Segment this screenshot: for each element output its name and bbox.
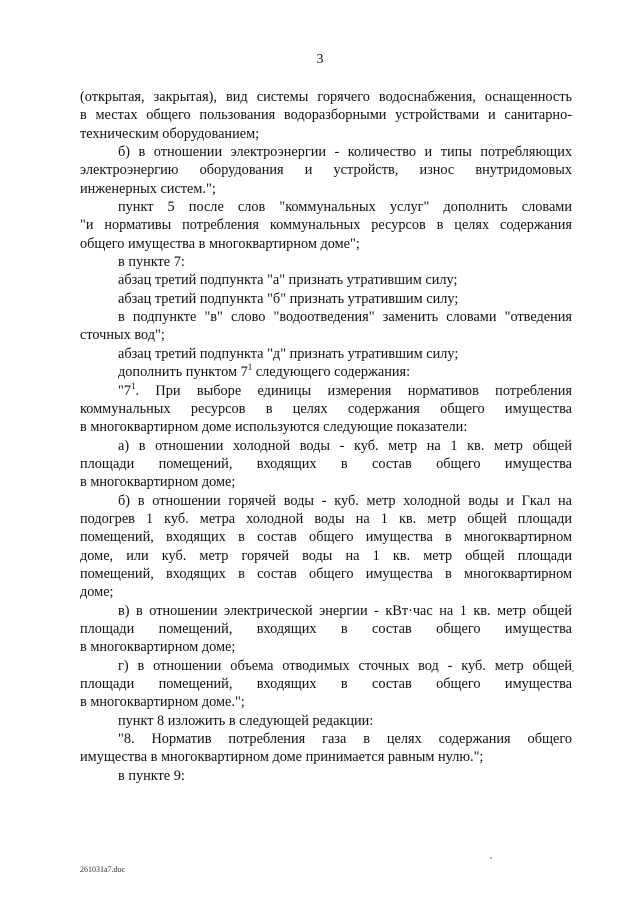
text-line-content: инженерных систем.";	[80, 180, 216, 197]
text-line	[80, 180, 572, 198]
text-line-content: в многоквартирном доме.";	[80, 694, 245, 711]
text-line	[80, 583, 572, 601]
text-line	[80, 748, 572, 766]
text-line	[80, 216, 572, 234]
text-line	[80, 620, 572, 638]
text-line-content: в пункте 9:	[118, 767, 185, 784]
text-line-content: помещений, входящих в состав общего имущества в многоквартирном	[80, 565, 572, 582]
text-line-content: электроэнергию оборудования и устройств, износ внутридомовых	[80, 162, 572, 179]
superscript-index: 1	[247, 362, 253, 373]
text-line	[80, 290, 572, 308]
text-line-content: помещений, входящих в состав общего имущества в многоквартирном	[80, 529, 572, 546]
text-line	[80, 712, 572, 730]
text-line	[80, 455, 572, 473]
text-line-content: коммунальных ресурсов в целях содержания общего имущества	[80, 400, 572, 417]
text-line	[80, 767, 572, 785]
text-line-content: в местах общего пользования водоразборными устройствами и санитарно-	[80, 107, 572, 124]
text-line-content: площади помещений, входящих в состав общего имущества	[80, 455, 572, 472]
text-line	[80, 657, 572, 675]
text-line-content: пункт 5 после слов "коммунальных услуг" дополнить словами	[118, 199, 572, 216]
text-line	[80, 125, 572, 143]
text-line	[80, 675, 572, 693]
text-line-content: дополнить пунктом 7	[118, 364, 248, 381]
text-line-content: доме;	[80, 584, 114, 601]
text-line-content: абзац третий подпункта "д" признать утратившим силу;	[118, 345, 459, 362]
text-line	[80, 198, 572, 216]
text-line	[80, 418, 572, 436]
text-line	[80, 161, 572, 179]
text-line	[80, 638, 572, 656]
scan-speck	[572, 670, 574, 672]
text-line	[80, 437, 572, 455]
text-line	[80, 88, 572, 106]
text-line-content: в многоквартирном доме используются следующие показатели:	[80, 419, 468, 436]
text-line-content: в пункте 7:	[118, 254, 185, 271]
file-name-footer: 261031a7.doc	[80, 865, 126, 874]
text-line-content: "8. Норматив потребления газа в целях содержания общего	[118, 731, 572, 748]
text-line	[80, 510, 572, 528]
text-line	[80, 363, 572, 381]
text-line	[80, 382, 572, 400]
text-line	[80, 235, 572, 253]
text-line-content: абзац третий подпункта "б" признать утратившим силу;	[118, 290, 459, 307]
text-line-content: площади помещений, входящих в состав общего имущества	[80, 676, 572, 692]
text-line-content: "и нормативы потребления коммунальных ресурсов в целях содержания	[80, 217, 572, 234]
text-line-content: б) в отношении электроэнергии - количество и типы потребляющих	[118, 144, 572, 161]
text-line	[80, 345, 572, 363]
superscript-index: 1	[131, 380, 136, 391]
text-line	[80, 253, 572, 271]
text-line	[80, 308, 572, 326]
text-line	[80, 143, 572, 161]
text-line-content: доме, или куб. метр горячей воды на 1 кв. метр общей площади	[80, 547, 572, 564]
text-line-content: подогрев 1 куб. метра холодной воды на 1 кв. метр общей площади	[80, 510, 572, 527]
text-line-continuation: . При выборе единицы измерения нормативов потребления	[135, 382, 572, 399]
scan-speck	[490, 857, 492, 859]
text-line-content: в) в отношении электрической энергии - кВт·час на 1 кв. метр общей	[118, 602, 572, 619]
text-line-content: г) в отношении объема отводимых сточных вод - куб. метр общей	[118, 657, 572, 674]
text-line-content: (открытая, закрытая), вид системы горячего водоснабжения, оснащенность	[80, 89, 572, 105]
text-line	[80, 473, 572, 491]
page-number: 3	[316, 52, 324, 67]
text-line-content: в многоквартирном доме;	[80, 639, 236, 656]
text-line	[80, 326, 572, 344]
text-line	[80, 492, 572, 510]
text-line-content: в подпункте "в" слово "водоотведения" заменить словами "отведения	[118, 309, 572, 326]
text-line-content: общего имущества в многоквартирном доме";	[80, 235, 360, 252]
text-line-content: техническим оборудованием;	[80, 125, 260, 142]
text-line-content: площади помещений, входящих в состав общего имущества	[80, 620, 572, 637]
text-line	[80, 400, 572, 418]
text-line-content: "7	[118, 382, 131, 399]
text-line-continuation: следующего содержания:	[252, 364, 411, 381]
text-line	[80, 565, 572, 583]
text-line	[80, 547, 572, 565]
text-line-content: сточных вод";	[80, 327, 165, 344]
text-line-content: а) в отношении холодной воды - куб. метр на 1 кв. метр общей	[118, 437, 572, 454]
text-line-content: пункт 8 изложить в следующей редакции:	[118, 712, 374, 729]
text-line	[80, 693, 572, 711]
text-line-content: б) в отношении горячей воды - куб. метр холодной воды и Гкал на	[118, 492, 572, 509]
text-line	[80, 528, 572, 546]
text-line-content: абзац третий подпункта "а" признать утратившим силу;	[118, 272, 458, 289]
document-body	[80, 88, 572, 785]
text-line	[80, 271, 572, 289]
text-line	[80, 602, 572, 620]
text-line-content: имущества в многоквартирном доме принимается равным нулю.";	[80, 749, 484, 766]
text-line-content: в многоквартирном доме;	[80, 474, 236, 491]
text-line	[80, 730, 572, 748]
text-line	[80, 106, 572, 124]
